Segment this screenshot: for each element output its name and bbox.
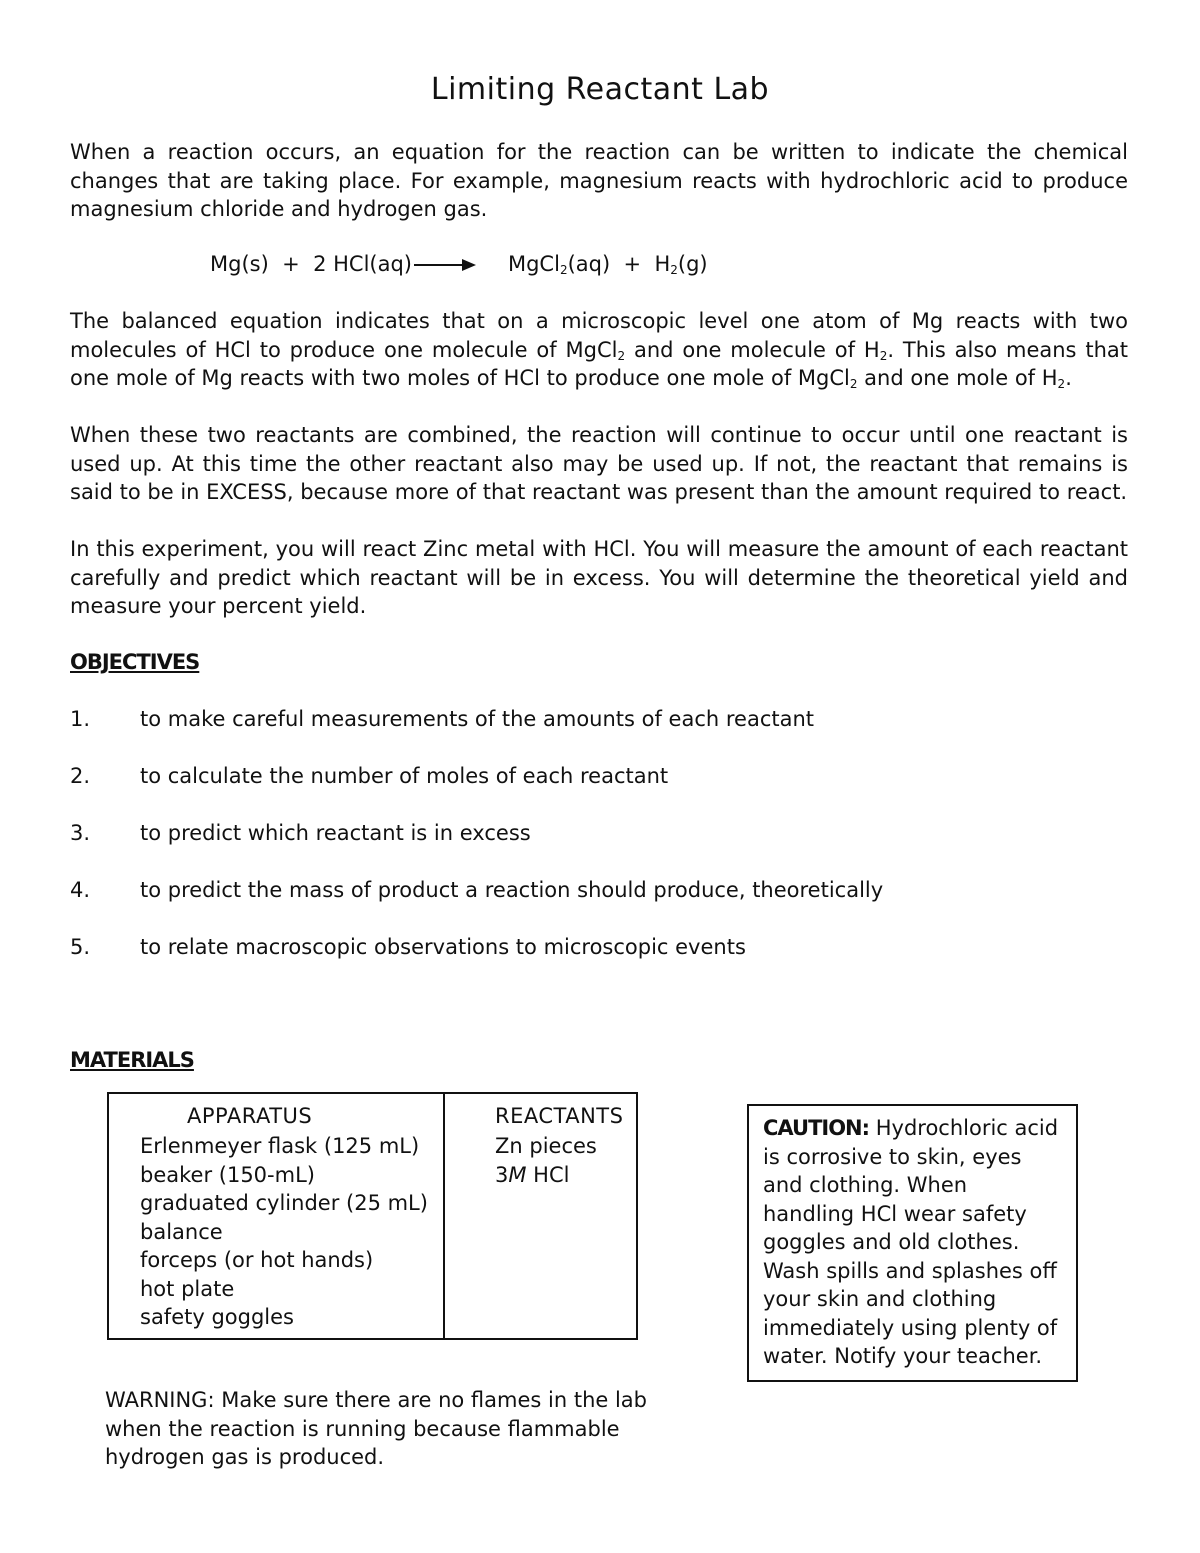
objective-number: 2.	[70, 764, 91, 788]
experiment-paragraph: In this experiment, you will react Zinc metal with HCl. You will measure the amount of each reactant carefully and predict which reactant will be in excess. You will determine the theoretical yield and measure your percent yield.	[70, 537, 1128, 618]
reactants-heading: REACTANTS	[495, 1104, 624, 1128]
balanced-sub-4: 2	[1057, 377, 1066, 391]
objective-text: to relate macroscopic observations to microscopic events	[140, 935, 746, 959]
apparatus-item: Erlenmeyer flask (125 mL)	[140, 1134, 420, 1158]
balanced-text-5: .	[1065, 366, 1072, 390]
objective-number: 4.	[70, 878, 91, 902]
balanced-sub-2: 2	[879, 348, 888, 363]
apparatus-item: hot plate	[140, 1276, 235, 1301]
balanced-text-1: The balanced equation indicates that on a microscopic level one atom of Mg reacts with two molecules of HCl to produce one molecule of MgCl	[70, 309, 1128, 362]
caution-label: CAUTION:	[763, 1116, 870, 1140]
objective-item	[70, 705, 814, 733]
excess-paragraph: When these two reactants are combined, the reaction will continue to occur until one reactant is used up. At this time the other reactant also may be used up. If not, the reactant that remains is said to be in EXCESS, because more of that reactant was present than the amount required to react.	[70, 423, 1128, 504]
objective-number: 3.	[70, 821, 91, 845]
balanced-text-3: . This also means that one mole of Mg reacts with two moles of HCl to produce one mole of MgCl	[70, 337, 1128, 390]
table-divider	[443, 1094, 445, 1338]
equation-reactants: Mg(s) + 2 HCl(aq)	[210, 252, 412, 276]
balanced-sub-3: 2	[849, 377, 858, 391]
objective-text: to calculate the number of moles of each reactant	[140, 764, 669, 788]
objective-item	[70, 876, 883, 904]
intro-paragraph: When a reaction occurs, an equation for the reaction can be written to indicate the chemical changes that are taking place. For example, magnesium reacts with hydrochloric acid to produce magnesium chloride and hydrogen gas.	[70, 140, 1128, 221]
hcl-concentration: 3	[495, 1162, 509, 1187]
objective-text: to predict the mass of product a reaction should produce, theoretically	[140, 878, 884, 902]
apparatus-list	[140, 1132, 428, 1332]
equation-product-middle: (aq) + H	[567, 252, 671, 276]
equation-product-mgcl: MgCl	[507, 252, 560, 276]
apparatus-item: beaker (150-mL)	[140, 1162, 315, 1187]
objective-text: to make careful measurements of the amounts of each reactant	[140, 707, 815, 731]
reactants-list	[495, 1132, 597, 1189]
materials-heading: MATERIALS	[70, 1048, 194, 1072]
objective-number: 1.	[70, 707, 91, 731]
materials-table	[107, 1092, 638, 1340]
caution-box	[747, 1104, 1078, 1382]
apparatus-item: forceps (or hot hands)	[140, 1248, 374, 1272]
equation-sub-1: 2	[559, 263, 568, 277]
caution-text: Hydrochloric acid is corrosive to skin, eyes and clothing. When handling HCl wear safety goggles and old clothes. Wash spills and splashes off your skin and clothing immediately using plenty of water. Notify your teacher.	[763, 1116, 1059, 1368]
apparatus-item: balance	[140, 1219, 223, 1244]
objective-number: 5.	[70, 935, 91, 959]
hcl-unit: M	[508, 1162, 527, 1187]
warning-text: WARNING: Make sure there are no flames in the lab when the reaction is running because flammable hydrogen gas is produced.	[105, 1388, 648, 1469]
balanced-text-4: and one mole of H	[857, 366, 1058, 390]
balanced-text-2: and one molecule of H	[625, 337, 880, 362]
objective-item	[70, 762, 668, 790]
objective-item	[70, 933, 746, 961]
page-title: Limiting Reactant Lab	[430, 72, 770, 107]
balanced-sub-1: 2	[617, 348, 626, 363]
apparatus-heading: APPARATUS	[187, 1104, 313, 1128]
objectives-heading: OBJECTIVES	[70, 650, 200, 674]
apparatus-item: safety goggles	[140, 1305, 294, 1329]
reaction-arrow-icon	[414, 258, 476, 272]
objective-text: to predict which reactant is in excess	[140, 821, 531, 845]
balanced-paragraph	[70, 307, 1128, 393]
equation-product-end: (g)	[677, 252, 708, 276]
chemical-equation	[210, 250, 708, 278]
reactant-item: Zn pieces	[495, 1134, 597, 1158]
reactant-item-hcl	[495, 1161, 597, 1190]
hcl-name: HCl	[526, 1162, 570, 1187]
objective-item	[70, 819, 531, 847]
apparatus-item: graduated cylinder (25 mL)	[140, 1191, 428, 1215]
equation-sub-2: 2	[670, 263, 678, 277]
